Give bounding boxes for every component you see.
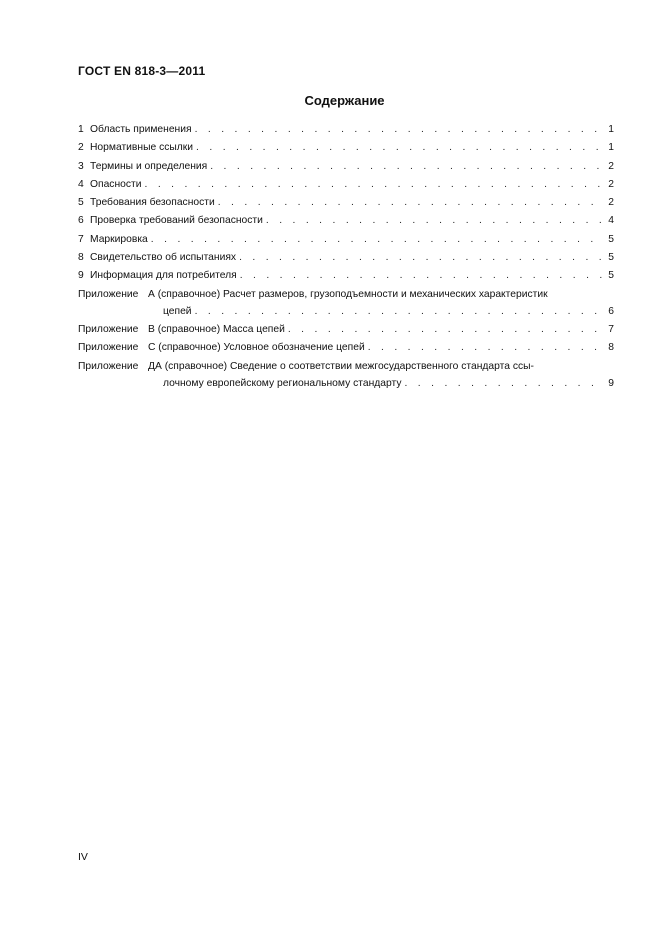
leader-dots [404, 375, 603, 393]
toc-entry-label: Информация для потребителя [90, 270, 237, 282]
leader-dots [368, 339, 603, 357]
toc-entry-page: 4 [608, 215, 614, 227]
toc-entry-page: 6 [608, 305, 614, 317]
toc-entry-label: Маркировка [90, 233, 148, 245]
toc-entry-4[interactable] [78, 176, 614, 194]
leader-dots [218, 194, 603, 212]
toc-entry-label: Термины и определения [90, 160, 208, 172]
toc-entry-number: 2 [78, 142, 84, 154]
document-code: ГОСТ EN 818-3—2011 [78, 64, 206, 78]
leader-dots [145, 176, 604, 194]
toc-appendix-a[interactable] [78, 286, 614, 321]
toc-entry-7[interactable] [78, 231, 614, 249]
toc-entry-page: 5 [608, 252, 614, 264]
leader-dots [151, 231, 603, 249]
toc-entry-page: 8 [608, 342, 614, 354]
appendix-title: ДА (справочное) Сведение о соответствии межгосударственного стандарта ссы- [148, 360, 534, 372]
appendix-prefix: Приложение [78, 288, 139, 300]
toc-entry-page: 5 [608, 270, 614, 282]
toc-entry-page: 5 [608, 233, 614, 245]
toc-appendix-da[interactable] [78, 358, 614, 393]
toc-entry-1[interactable] [78, 121, 614, 139]
toc-entry-label: Нормативные ссылки [90, 142, 194, 154]
appendix-title-continued: цепей [163, 305, 192, 317]
toc-entry-6[interactable] [78, 212, 614, 230]
toc-entry-page: 9 [608, 377, 614, 389]
toc-entry-3[interactable] [78, 158, 614, 176]
toc-entry-number: 1 [78, 124, 84, 135]
toc-entry-page: 1 [608, 142, 614, 154]
toc-appendix-c[interactable] [78, 339, 614, 357]
appendix-prefix: Приложение [78, 323, 139, 335]
toc-entry-page: 2 [608, 197, 614, 209]
appendix-prefix: Приложение [78, 360, 139, 372]
leader-dots [288, 321, 603, 339]
toc-entry-label: Требования безопасности [90, 197, 215, 209]
toc-entry-number: 7 [78, 233, 84, 245]
toc-entry-number: 5 [78, 197, 84, 209]
appendix-title: А (справочное) Расчет размеров, грузоподъемности и механических характеристик [148, 288, 548, 300]
toc-entry-page: 1 [608, 124, 614, 135]
toc-entry-page: 7 [608, 323, 614, 335]
toc-entry-label: Проверка требований безопасности [90, 215, 263, 227]
leader-dots [196, 139, 603, 157]
toc-entry-label: Свидетельство об испытаниях [90, 252, 237, 264]
toc-entry-label: Область применения [90, 124, 192, 135]
leader-dots [195, 121, 603, 139]
appendix-title-continued: лочному европейскому региональному стандарту [163, 377, 402, 389]
appendix-title: С (справочное) Условное обозначение цепей [148, 342, 365, 354]
appendix-title: В (справочное) Масса цепей [148, 323, 285, 335]
toc-entry-label: Опасности [90, 178, 142, 190]
toc-entry-page: 2 [608, 160, 614, 172]
leader-dots [195, 303, 603, 321]
page-number: IV [78, 851, 88, 863]
toc-entry-5[interactable] [78, 194, 614, 212]
leader-dots [210, 158, 603, 176]
appendix-prefix: Приложение [78, 342, 139, 354]
table-of-contents [78, 121, 614, 393]
leader-dots [266, 212, 603, 230]
page-title: Содержание [304, 93, 385, 108]
leader-dots [240, 267, 603, 285]
toc-entry-page: 2 [608, 178, 614, 190]
toc-entry-number: 8 [78, 252, 84, 264]
toc-entry-number: 3 [78, 160, 84, 172]
toc-entry-number: 4 [78, 178, 84, 190]
toc-entry-number: 6 [78, 215, 84, 227]
toc-entry-8[interactable] [78, 249, 614, 267]
toc-entry-9[interactable] [78, 267, 614, 285]
toc-appendix-b[interactable] [78, 321, 614, 339]
toc-entry-2[interactable] [78, 139, 614, 157]
leader-dots [239, 249, 603, 267]
toc-entry-number: 9 [78, 270, 84, 282]
